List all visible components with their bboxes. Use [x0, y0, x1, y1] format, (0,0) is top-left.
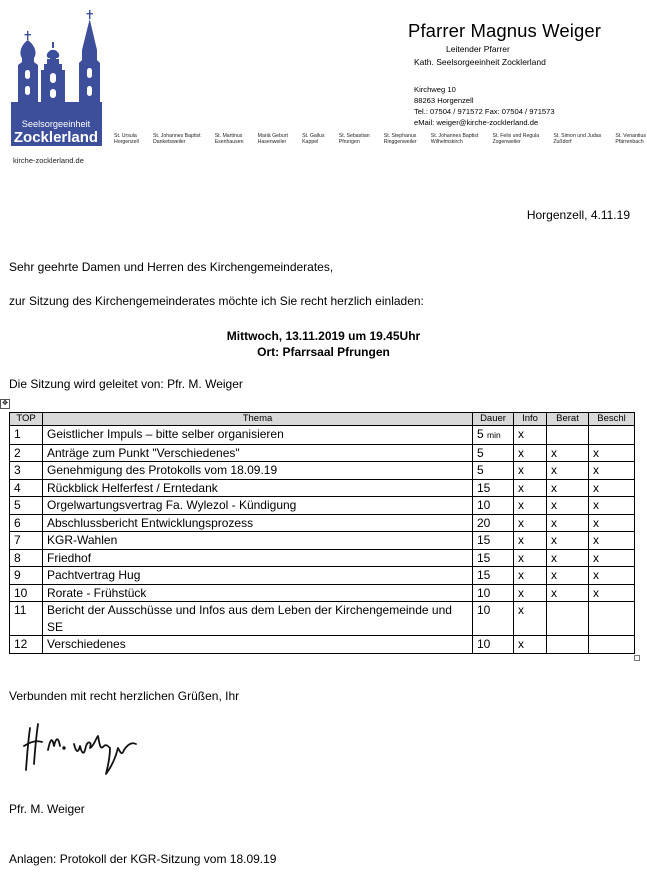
parish-item: St. Sebastian Pfrungen	[338, 133, 370, 146]
row-topic: Bericht der Ausschüsse und Infos aus dem Leben der Kirchengemeinde und SE	[43, 602, 473, 636]
row-top: 5	[10, 497, 43, 515]
row-duration-unit: min	[487, 430, 501, 440]
row-info: x	[514, 497, 547, 515]
row-topic: Anträge zum Punkt "Verschiedenes"	[43, 444, 473, 462]
logo-line1: Seelsorgeeinheit	[21, 119, 91, 129]
row-consult: x	[547, 549, 589, 567]
row-decide: x	[589, 584, 635, 602]
row-topic: Geistlicher Impuls – bitte selber organisieren	[43, 426, 473, 445]
row-topic: Rorate - Frühstück	[43, 584, 473, 602]
row-topic: Genehmigung des Protokolls vom 18.09.19	[43, 462, 473, 480]
sender-city: 88263 Horgenzell	[414, 96, 474, 105]
row-info: x	[514, 549, 547, 567]
header-top: TOP	[10, 413, 43, 426]
header-duration: Dauer	[473, 413, 514, 426]
sender-phone: Tel.: 07504 / 971572 Fax: 07504 / 971573	[414, 107, 555, 116]
row-info: x	[514, 584, 547, 602]
row-duration: 15	[473, 567, 514, 585]
chair-line: Die Sitzung wird geleitet von: Pfr. M. Weiger	[9, 377, 243, 391]
row-top: 12	[10, 636, 43, 654]
row-consult: x	[547, 514, 589, 532]
table-row	[10, 584, 635, 602]
row-info: x	[514, 479, 547, 497]
signature-icon	[22, 716, 148, 780]
row-decide: x	[589, 514, 635, 532]
sender-role: Leitender Pfarrer	[446, 44, 510, 54]
sender-name: Pfarrer Magnus Weiger	[408, 20, 601, 41]
place-date: Horgenzell, 4.11.19	[526, 208, 630, 222]
row-decide	[589, 426, 635, 445]
meeting-info	[0, 328, 647, 360]
row-decide	[589, 636, 635, 654]
parish-item: Mariä Geburt Hasenweiler	[257, 133, 288, 146]
table-row	[10, 602, 635, 636]
row-duration: 10	[473, 584, 514, 602]
table-header-row	[10, 413, 635, 426]
row-top: 4	[10, 479, 43, 497]
row-decide: x	[589, 479, 635, 497]
church-logo-icon	[8, 10, 104, 152]
row-duration: 5 min	[473, 426, 514, 445]
table-row	[10, 636, 635, 654]
row-topic: Verschiedenes	[43, 636, 473, 654]
logo-line2: Zocklerland	[13, 129, 99, 146]
table-row	[10, 462, 635, 480]
row-top: 1	[10, 426, 43, 445]
row-top: 6	[10, 514, 43, 532]
row-decide: x	[589, 549, 635, 567]
row-top: 9	[10, 567, 43, 585]
closing-text: Verbunden mit recht herzlichen Grüßen, Ihr	[9, 689, 240, 703]
row-duration: 10	[473, 636, 514, 654]
row-decide: x	[589, 444, 635, 462]
row-info: x	[514, 532, 547, 550]
row-top: 7	[10, 532, 43, 550]
sender-org: Kath. Seelsorgeeinheit Zocklerland	[414, 57, 546, 67]
parish-item: St. Felix und Regula Zogenweiler	[492, 133, 540, 146]
row-info: x	[514, 602, 547, 636]
row-top: 11	[10, 602, 43, 636]
row-consult: x	[547, 444, 589, 462]
parish-item: St. Ursula Horgenzell	[114, 133, 139, 146]
row-top: 10	[10, 584, 43, 602]
move-icon[interactable]: ✥	[0, 399, 10, 409]
row-decide: x	[589, 497, 635, 515]
row-top: 8	[10, 549, 43, 567]
row-duration: 15	[473, 532, 514, 550]
parish-item: St. Gallus Kappel	[302, 133, 325, 146]
row-top: 2	[10, 444, 43, 462]
row-duration: 20	[473, 514, 514, 532]
signature-name: Pfr. M. Weiger	[9, 802, 85, 816]
parish-item: St. Venantius Pfärrenbach	[615, 133, 646, 146]
table-row	[10, 426, 635, 445]
row-decide	[589, 602, 635, 636]
table-row	[10, 444, 635, 462]
row-consult: x	[547, 462, 589, 480]
meeting-date: Mittwoch, 13.11.2019 um 19.45Uhr	[226, 329, 421, 343]
parish-list	[114, 133, 646, 146]
row-info: x	[514, 636, 547, 654]
parish-item: St. Johannes Baptist Wilhelmskirch	[430, 133, 479, 146]
row-consult: x	[547, 567, 589, 585]
salutation: Sehr geehrte Damen und Herren des Kirchengemeinderates,	[9, 260, 334, 274]
row-topic: KGR-Wahlen	[43, 532, 473, 550]
parish-item: St. Johannes Baptist Danketsweiler	[152, 133, 201, 146]
header-consult: Berat	[547, 413, 589, 426]
row-info: x	[514, 462, 547, 480]
row-topic: Rückblick Helferfest / Erntedank	[43, 479, 473, 497]
row-consult: x	[547, 479, 589, 497]
table-row	[10, 479, 635, 497]
row-topic: Friedhof	[43, 549, 473, 567]
row-topic: Abschlussbericht Entwicklungsprozess	[43, 514, 473, 532]
table-row	[10, 549, 635, 567]
sender-street: Kirchweg 10	[414, 85, 456, 94]
table-row	[10, 532, 635, 550]
row-consult: x	[547, 497, 589, 515]
row-duration: 5	[473, 462, 514, 480]
row-duration: 5	[473, 444, 514, 462]
row-topic: Orgelwartungsvertrag Fa. Wylezol - Kündigung	[43, 497, 473, 515]
attachments-line: Anlagen: Protokoll der KGR-Sitzung vom 18.09.19	[9, 852, 277, 866]
resize-handle-icon[interactable]	[634, 655, 640, 661]
row-consult: x	[547, 532, 589, 550]
row-consult	[547, 636, 589, 654]
table-row	[10, 567, 635, 585]
row-info: x	[514, 567, 547, 585]
row-decide: x	[589, 462, 635, 480]
row-consult: x	[547, 584, 589, 602]
intro-text: zur Sitzung des Kirchengemeinderates möchte ich Sie recht herzlich einladen:	[9, 294, 424, 308]
meeting-place: Ort: Pfarrsaal Pfrungen	[257, 345, 390, 359]
row-decide: x	[589, 532, 635, 550]
sender-email: eMail: weiger@kirche-zocklerland.de	[414, 118, 539, 127]
parish-item: St. Martinus Esenhausen	[214, 133, 244, 146]
header-topic: Thema	[43, 413, 473, 426]
logo-url: kirche-zocklerland.de	[13, 156, 84, 165]
table-row	[10, 497, 635, 515]
row-info: x	[514, 426, 547, 445]
row-top: 3	[10, 462, 43, 480]
row-topic: Pachtvertrag Hug	[43, 567, 473, 585]
row-consult	[547, 602, 589, 636]
row-duration: 10	[473, 497, 514, 515]
row-decide: x	[589, 567, 635, 585]
row-duration: 15	[473, 549, 514, 567]
header-decide: Beschl	[589, 413, 635, 426]
row-duration: 10	[473, 602, 514, 636]
row-duration: 15	[473, 479, 514, 497]
row-info: x	[514, 514, 547, 532]
parish-item: St. Simon und Judas Zußdorf	[553, 133, 602, 146]
header-info: Info	[514, 413, 547, 426]
agenda-table	[9, 412, 635, 654]
parish-item: St. Stephanus Ringgenweiler	[383, 133, 417, 146]
row-info: x	[514, 444, 547, 462]
table-row	[10, 514, 635, 532]
row-consult	[547, 426, 589, 445]
